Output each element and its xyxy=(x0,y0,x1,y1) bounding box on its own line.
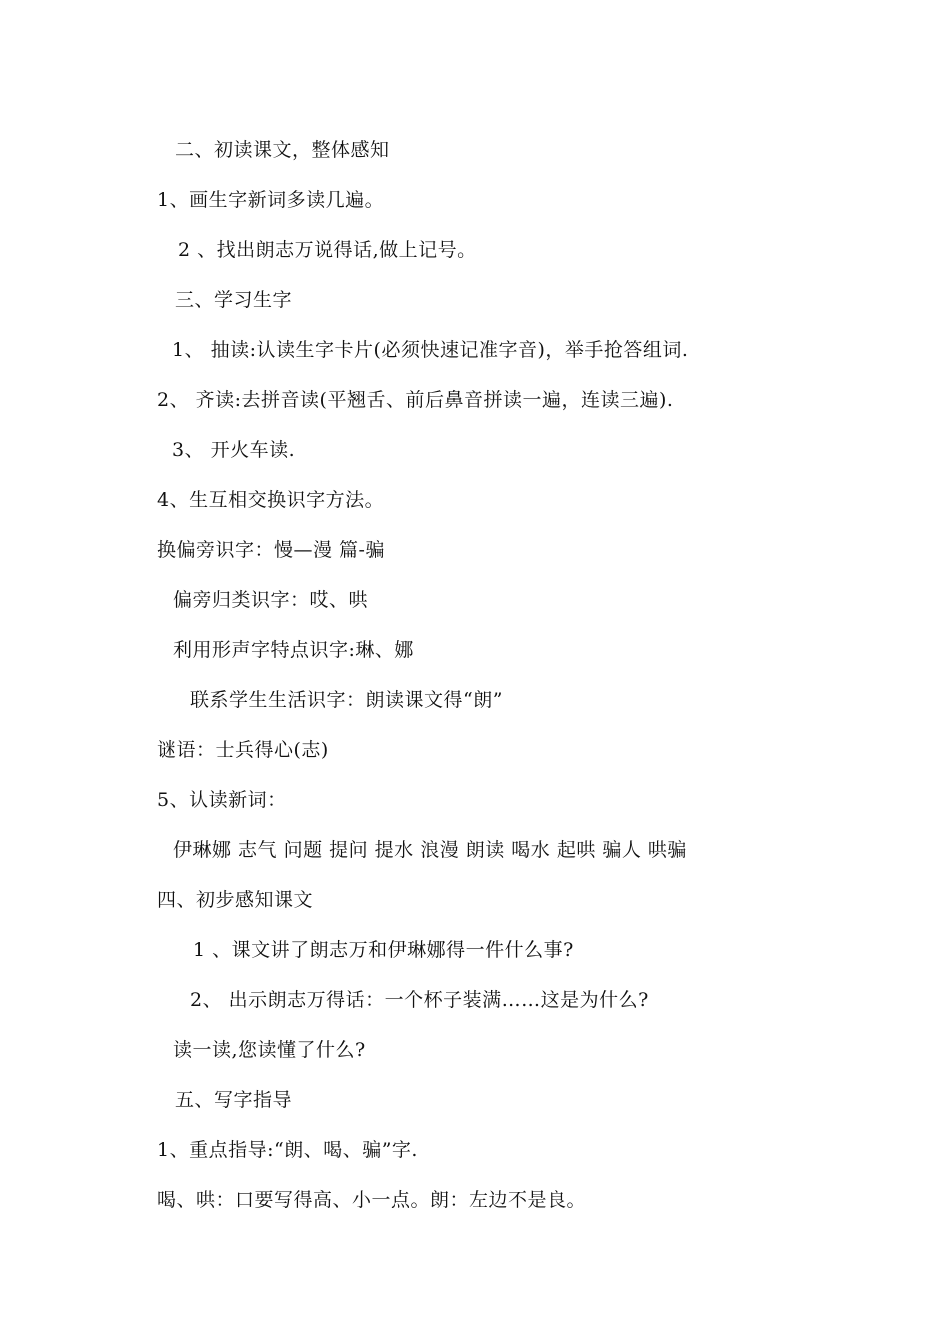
method-radical-group: 偏旁归类识字：哎、哄 xyxy=(173,589,369,611)
section-heading-writing-guidance: 五、写字指导 xyxy=(175,1089,293,1111)
item-draw-new-words: 1、画生字新词多读几遍。 xyxy=(157,189,385,211)
method-daily-life: 联系学生生活识字：朗读课文得“朗” xyxy=(190,689,503,711)
method-phono-semantic: 利用形声字特点识字:琳、娜 xyxy=(173,639,414,661)
question-what-happened: 1 、课文讲了朗志万和伊琳娜得一件什么事? xyxy=(193,939,574,961)
method-radical-swap: 换偏旁识字：慢—漫 篇-骗 xyxy=(157,539,385,561)
section-heading-first-reading: 二、初读课文，整体感知 xyxy=(175,139,390,161)
section-heading-initial-perception: 四、初步感知课文 xyxy=(157,889,314,911)
item-exchange-methods: 4、生互相交换识字方法。 xyxy=(157,489,385,511)
item-key-characters: 1、重点指导:“朗、喝、骗”字. xyxy=(157,1139,418,1161)
item-random-reading: 1、 抽读:认读生字卡片(必须快速记准字音)，举手抢答组词. xyxy=(172,339,689,361)
item-find-sayings: 2 、找出朗志万说得话,做上记号。 xyxy=(178,239,477,261)
method-riddle: 谜语：士兵得心(志) xyxy=(157,739,329,761)
item-train-reading: 3、 开火车读. xyxy=(172,439,296,461)
item-read-new-words: 5、认读新词： xyxy=(157,789,287,811)
item-read-and-understand: 读一读,您读懂了什么? xyxy=(173,1039,366,1061)
writing-tips: 喝、哄：口要写得高、小一点。朗：左边不是良。 xyxy=(157,1189,587,1211)
item-show-langzhiwan-words: 2、 出示朗志万得话：一个杯子装满……这是为什么? xyxy=(190,989,649,1011)
section-heading-learn-characters: 三、学习生字 xyxy=(175,289,293,311)
item-group-reading: 2、 齐读:去拼音读(平翘舌、前后鼻音拼读一遍，连读三遍). xyxy=(157,389,674,411)
new-words-list: 伊琳娜 志气 问题 提问 提水 浪漫 朗读 喝水 起哄 骗人 哄骗 xyxy=(173,839,687,861)
